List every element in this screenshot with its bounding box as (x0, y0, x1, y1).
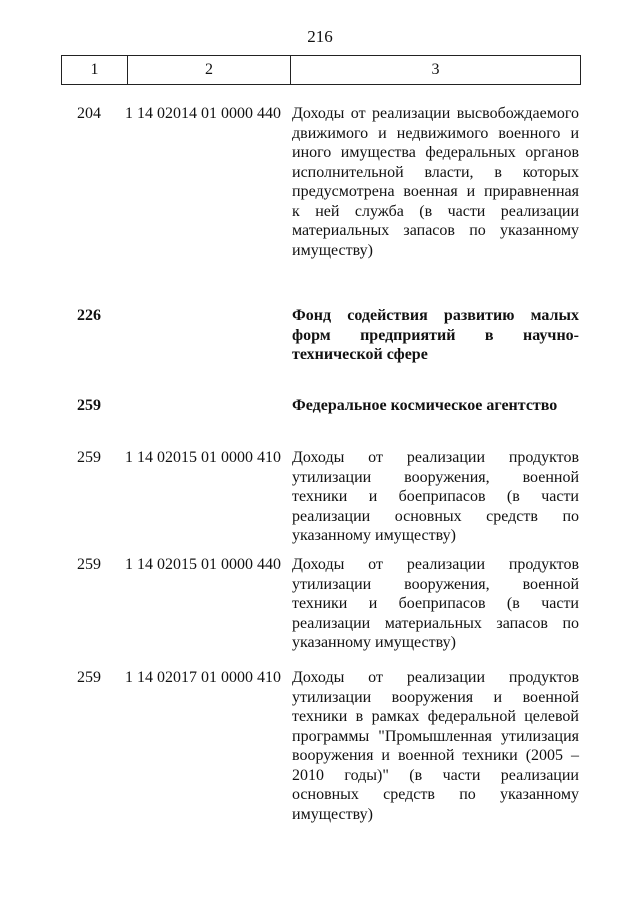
page-number: 216 (307, 27, 333, 46)
description-line: Доходы от реализации продуктов (292, 669, 579, 686)
description-line: реализации основных средств по (292, 507, 579, 525)
description-line: к ней служба (в части реализации (292, 202, 579, 220)
column-header-row (61, 55, 581, 85)
description-line: вооружения и военной техники (2005 – (292, 747, 579, 764)
admin-code: 259 (77, 556, 101, 573)
description-line: утилизации вооружения и военной (292, 688, 579, 706)
revenue-code: 1 14 02015 01 0000 410 (125, 449, 281, 466)
description-line: Доходы от реализации продуктов (292, 556, 579, 573)
revenue-description (292, 448, 579, 546)
revenue-code: 1 14 02017 01 0000 410 (125, 669, 281, 686)
description-line: Доходы от реализации высвобождаемого (292, 105, 579, 122)
column-header-1: 1 (62, 56, 128, 84)
description-line: 2010 годы)" (в части реализации (292, 766, 579, 784)
description-line: Доходы от реализации продуктов (292, 449, 579, 466)
description-line: технической сфере (292, 346, 428, 363)
admin-code: 259 (77, 669, 101, 686)
revenue-description (292, 104, 579, 260)
description-line: указанному имуществу) (292, 634, 456, 651)
admin-code: 226 (77, 307, 101, 324)
revenue-code: 1 14 02015 01 0000 440 (125, 556, 281, 573)
description-line: техники и боеприпасов (в части (292, 595, 579, 612)
description-line: имуществу) (292, 805, 373, 823)
description-line: исполнительной власти, в которых (292, 163, 579, 181)
description-line: предусмотрена военная и приравненная (292, 183, 579, 200)
description-line: форм предприятий в научно- (292, 326, 579, 344)
revenue-description (292, 668, 579, 824)
description-line: Фонд содействия развитию малых (292, 307, 579, 324)
description-line: имуществу) (292, 241, 373, 259)
description-line: программы "Промышленная утилизация (292, 727, 579, 745)
admin-code: 259 (77, 449, 101, 466)
description-line: основных средств по указанному (292, 786, 579, 803)
description-line: реализации материальных запасов по (292, 614, 579, 632)
description-line: техники и боеприпасов (в части (292, 488, 579, 505)
description-line: утилизации вооружения, военной (292, 468, 579, 486)
revenue-description (292, 555, 579, 653)
description-line: Федеральное космическое агентство (292, 397, 558, 414)
description-line: указанному имуществу) (292, 527, 456, 544)
description-line: техники в рамках федеральной целевой (292, 708, 579, 725)
description-line: утилизации вооружения, военной (292, 575, 579, 593)
column-header-2: 2 (128, 56, 291, 84)
agency-name (292, 306, 579, 365)
revenue-code: 1 14 02014 01 0000 440 (125, 105, 281, 122)
description-line: движимого и недвижимого военного и (292, 124, 579, 142)
description-line: иного имущества федеральных органов (292, 144, 579, 161)
admin-code: 259 (77, 397, 101, 414)
description-line: материальных запасов по указанному (292, 222, 579, 239)
agency-name (292, 396, 579, 416)
admin-code: 204 (77, 105, 101, 122)
column-header-3: 3 (431, 61, 440, 78)
